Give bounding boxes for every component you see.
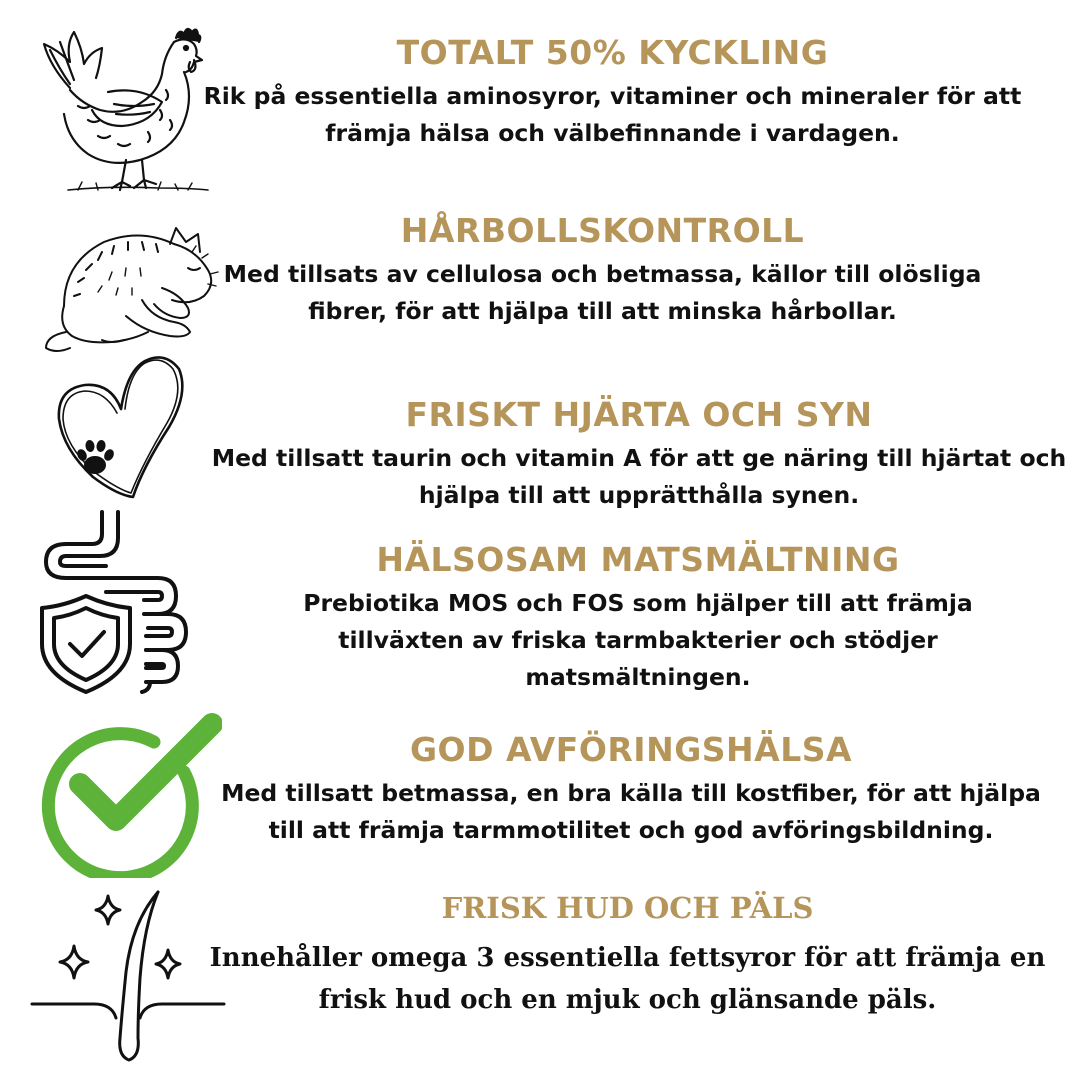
feature-title: HÄLSOSAM MATSMÄLTNING: [376, 540, 900, 579]
desc-line: till att främja tarmmotilitet och god avföringsbildning.: [268, 815, 994, 844]
desc-line: fibrer, för att hjälpa till att minska hårbollar.: [308, 296, 897, 325]
feature-title: TOTALT 50% KYCKLING: [396, 33, 829, 72]
desc-line: Med tillsatt taurin och vitamin A för att ge näring till hjärtat och: [211, 443, 1067, 472]
desc-line: främja hälsa och välbefinnande i vardagen.: [325, 118, 900, 147]
feature-item: [190, 892, 1065, 1021]
feature-title: FRISK HUD OCH PÄLS: [441, 891, 814, 925]
feature-item: [215, 731, 1047, 849]
feature-description: [200, 256, 1005, 330]
feature-title: GOD AVFÖRINGSHÄLSA: [409, 730, 853, 769]
feature-item: [205, 396, 1073, 514]
feature-title: FRISKT HJÄRTA OCH SYN: [405, 395, 873, 434]
feature-description: [205, 440, 1073, 514]
feature-item: [200, 212, 1005, 330]
desc-line: hjälpa till att upprätthålla synen.: [418, 480, 860, 509]
feature-item: [195, 34, 1030, 152]
desc-line: Prebiotika MOS och FOS som hjälper till att främja: [303, 588, 973, 617]
desc-line: tillväxten av friska tarmbakterier och stödjer: [338, 625, 938, 654]
heart-paw-icon: [55, 355, 185, 500]
desc-line: Med tillsatt betmassa, en bra källa till kostfiber, för att hjälpa: [221, 778, 1041, 807]
intestine-shield-icon: [38, 508, 198, 694]
feature-item: [290, 541, 986, 696]
feature-description: [195, 78, 1030, 152]
feature-title: HÅRBOLLSKONTROLL: [400, 211, 805, 250]
feature-description: [290, 585, 986, 696]
feature-description: [215, 775, 1047, 849]
green-checkmark-icon: [34, 712, 222, 878]
cat-icon: [42, 222, 222, 357]
desc-line: Innehåller omega 3 essentiella fettsyror för att främja en: [209, 943, 1046, 974]
chicken-icon: [38, 20, 213, 198]
feature-description: [190, 937, 1065, 1021]
desc-line: Med tillsats av cellulosa och betmassa, källor till olösliga: [223, 259, 982, 288]
desc-line: frisk hud och en mjuk och glänsande päls.: [318, 985, 937, 1016]
desc-line: Rik på essentiella aminosyror, vitaminer och mineraler för att: [203, 81, 1022, 110]
desc-line: matsmältningen.: [525, 662, 751, 691]
